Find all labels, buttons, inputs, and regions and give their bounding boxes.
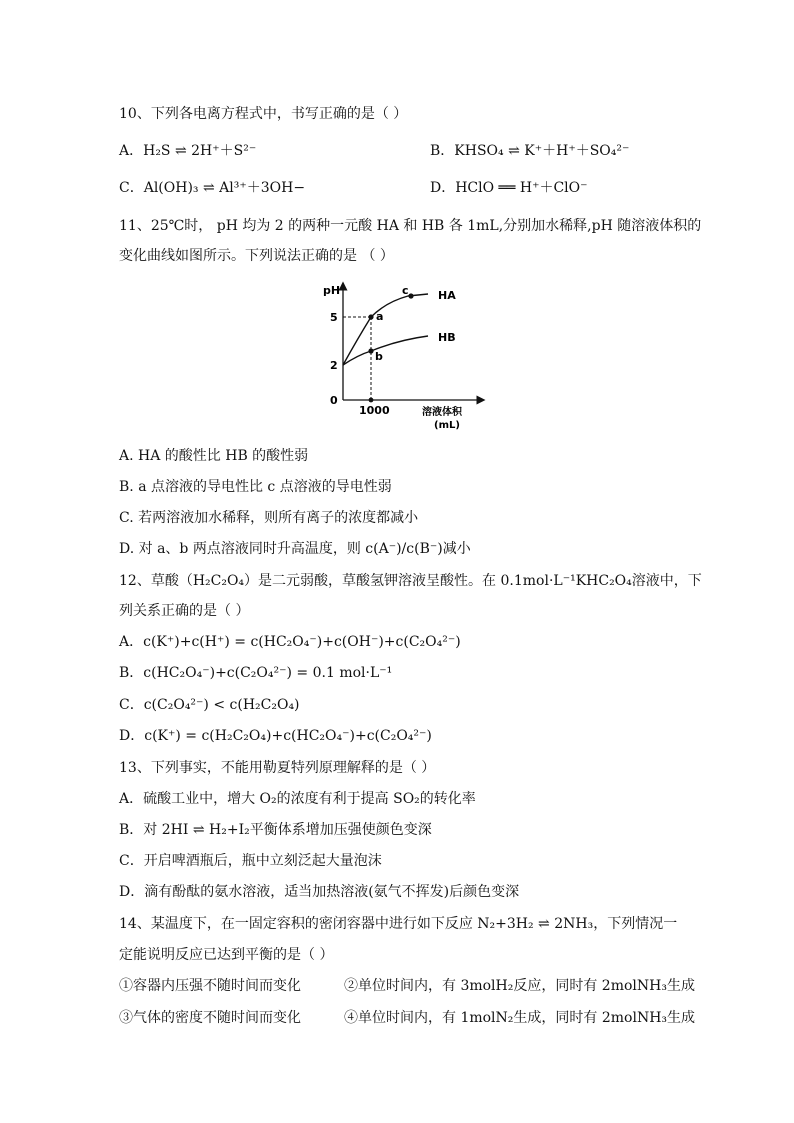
q14-option-2[interactable]: ②单位时间内，有 3molH₂反应，同时有 2molNH₃生成 (344, 978, 695, 994)
point-c-label: c (402, 284, 409, 297)
point-b-label: b (375, 350, 383, 363)
q10-option-b[interactable]: B．KHSO₄ ⇌ K⁺＋H⁺＋SO₄²⁻ (430, 143, 630, 159)
curve-hb-label: HB (438, 331, 456, 344)
curve-hb (343, 336, 428, 365)
q10-option-c[interactable]: C．Al(OH)₃ ⇌ Al³⁺＋3OH− (119, 180, 306, 196)
q11-option-d[interactable]: D. 对 a、b 两点溶液同时升高温度，则 c(A⁻)/c(B⁻)减小 (119, 541, 471, 557)
curve-ha-label: HA (438, 289, 456, 302)
point-a-marker (368, 314, 373, 319)
q11-option-b[interactable]: B. a 点溶液的导电性比 c 点溶液的导电性弱 (119, 479, 392, 495)
x-axis-unit: (mL) (434, 420, 460, 431)
q11-stem-line1: 11、25℃时， pH 均为 2 的两种一元酸 HA 和 HB 各 1mL,分别加水稀释,pH 随溶液体积的 (119, 218, 702, 234)
tick-y-2: 2 (330, 359, 338, 372)
tick-y-5: 5 (330, 311, 338, 324)
q14-option-4[interactable]: ④单位时间内，有 1molN₂生成，同时有 2molNH₃生成 (344, 1010, 696, 1026)
q10-option-a[interactable]: A．H₂S ⇌ 2H⁺＋S²⁻ (119, 143, 257, 159)
tick-x-1000: 1000 (359, 404, 390, 417)
q13-option-c[interactable]: C．开启啤酒瓶后，瓶中立刻泛起大量泡沫 (119, 853, 382, 869)
q13-option-d[interactable]: D．滴有酚酞的氨水溶液，适当加热溶液(氨气不挥发)后颜色变深 (119, 884, 520, 900)
q12-stem-line1: 12、草酸（H₂C₂O₄）是二元弱酸，草酸氢钾溶液呈酸性。在 0.1mol·L⁻¹KHC₂O₄溶液中，下 (119, 573, 702, 589)
point-c-marker (408, 293, 413, 298)
q11-option-a[interactable]: A. HA 的酸性比 HB 的酸性弱 (119, 448, 309, 464)
q12-option-c[interactable]: C．c(C₂O₄²⁻) < c(H₂C₂O₄) (119, 697, 300, 713)
q12-option-a[interactable]: A．c(K⁺)+c(H⁺) = c(HC₂O₄⁻)+c(OH⁻)+c(C₂O₄²⁻) (119, 634, 461, 650)
point-b-marker (368, 348, 373, 353)
ph-dilution-figure (318, 280, 488, 435)
q14-option-3[interactable]: ③气体的密度不随时间而变化 (119, 1010, 301, 1026)
q10-stem: 10、下列各电离方程式中，书写正确的是（ ） (119, 106, 408, 122)
q13-option-a[interactable]: A．硫酸工业中，增大 O₂的浓度有利于提高 SO₂的转化率 (119, 791, 476, 807)
q10-option-d[interactable]: D．HClO ══ H⁺＋ClO⁻ (430, 180, 588, 196)
q11-stem-line2: 变化曲线如图所示。下列说法正确的是 （ ） (119, 248, 394, 264)
point-a-label: a (376, 310, 384, 323)
q13-option-b[interactable]: B．对 2HI ⇌ H₂+I₂平衡体系增加压强使颜色变深 (119, 822, 432, 838)
q14-option-1[interactable]: ①容器内压强不随时间而变化 (119, 978, 301, 994)
q12-stem-line2: 列关系正确的是（ ） (119, 603, 250, 619)
q13-stem: 13、下列事实，不能用勒夏特列原理解释的是（ ） (119, 760, 436, 776)
q14-stem-line2: 定能说明反应已达到平衡的是（ ） (119, 947, 334, 963)
q11-option-c[interactable]: C. 若两溶液加水稀释，则所有离子的浓度都减小 (119, 510, 419, 526)
tick-y-0: 0 (330, 394, 338, 407)
x-axis-label: 溶液体积 (422, 407, 462, 418)
q14-stem-line1: 14、某温度下，在一固定容积的密闭容器中进行如下反应 N₂+3H₂ ⇌ 2NH₃，下列情况一 (119, 916, 678, 932)
curve-ha (343, 294, 428, 365)
y-axis-label: pH (323, 284, 341, 297)
q12-option-d[interactable]: D．c(K⁺) = c(H₂C₂O₄)+c(HC₂O₄⁻)+c(C₂O₄²⁻) (119, 728, 432, 744)
q12-option-b[interactable]: B．c(HC₂O₄⁻)+c(C₂O₄²⁻) = 0.1 mol·L⁻¹ (119, 665, 393, 681)
